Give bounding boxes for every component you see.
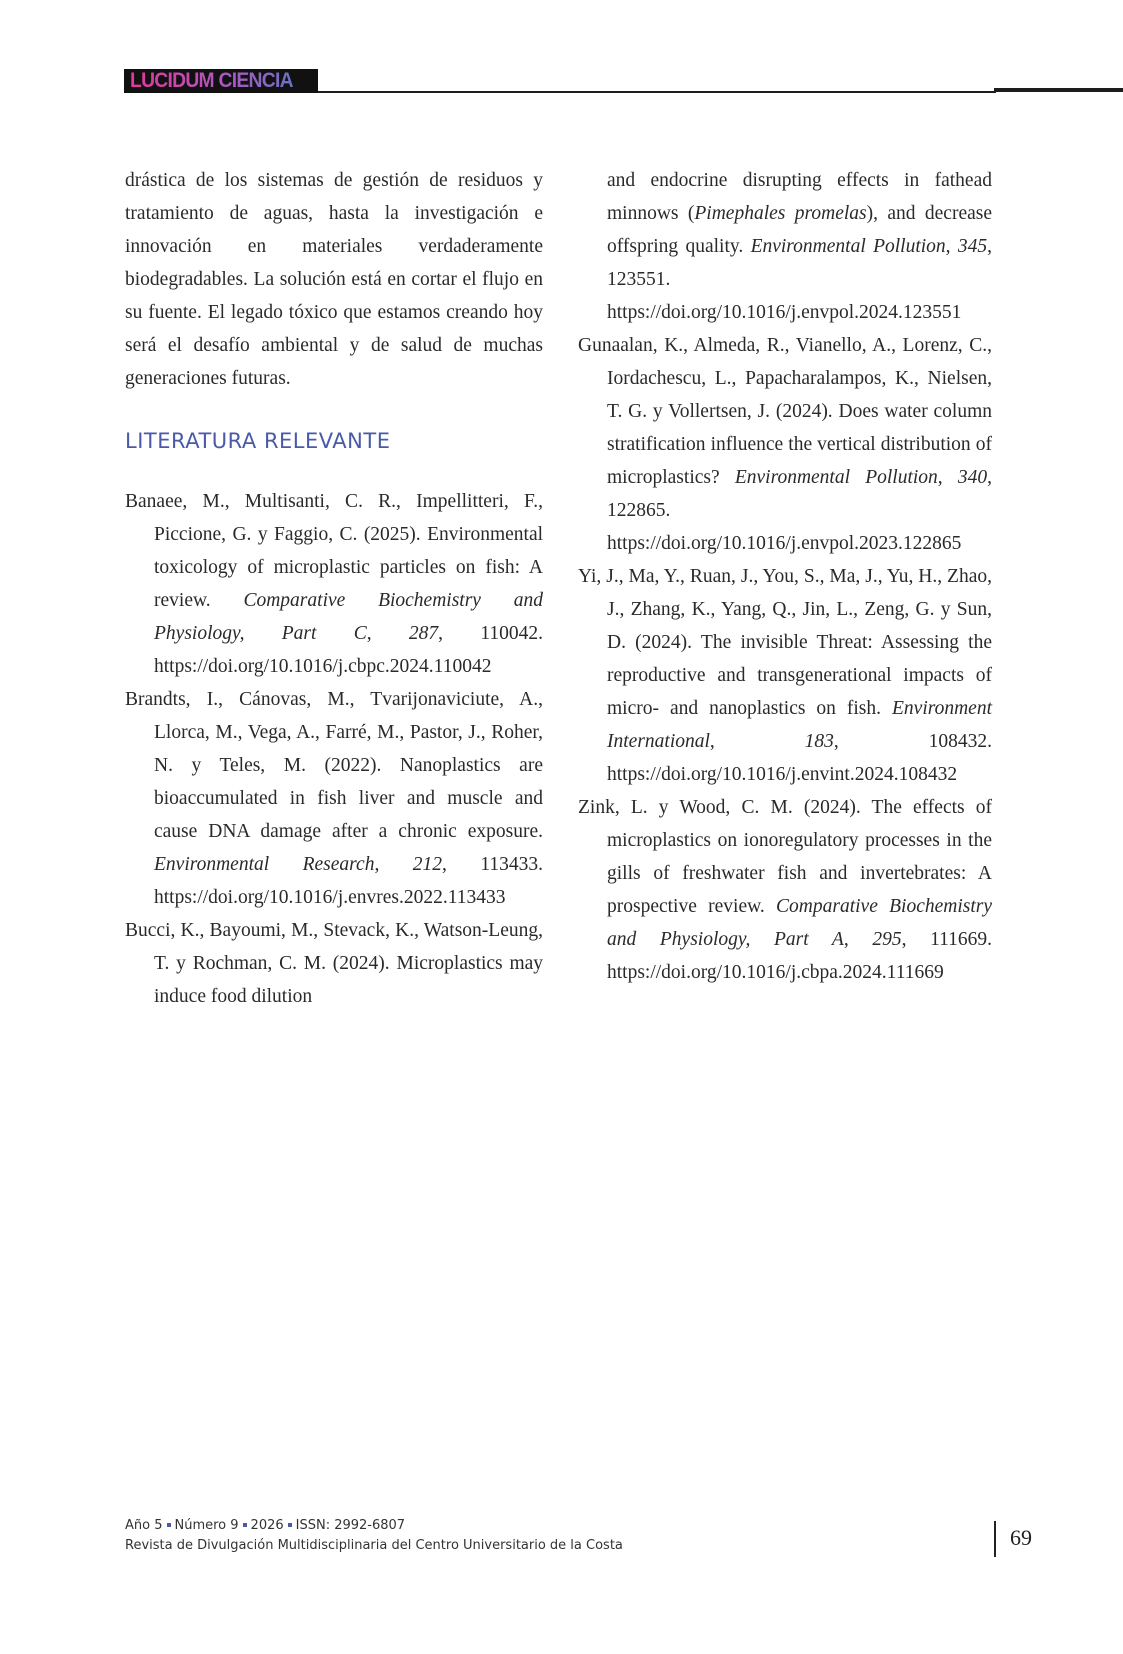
intro-paragraph: drástica de los sistemas de gestión de residuos y tratamiento de aguas, hasta la investigación e innovación en materiales verdaderamente biodegradables. La solución está en cortar el flujo en su fuente. El legado tóxico que estamos creando hoy será el desafío ambiental y de salud de muchas generaciones futuras. [125,170,543,389]
reference-authors: Bucci, K., Bayoumi, M., Stevack, K., Watson-Leung, T. y Rochman, C. M. (2024). [125,920,543,974]
reference-article: 123551. [607,269,671,290]
reference-title: The effects of microplastics on ionoregulatory processes in the gills of freshwater fish and invertebrates: A prospective review. [607,797,992,917]
reference-authors: Gunaalan, K., Almeda, R., Vianello, A., Lorenz, C., Iordachescu, L., Papacharalampos, K., Nielsen, T. G. y Vollertsen, J. (2024). [578,335,992,422]
header-rule [318,91,996,93]
reference-item-continued: and endocrine disrupting effects in fathead minnows (Pimephales promelas), and decrease offspring quality. Environmental Pollution, 345, 123551. https://doi.org/10.1016/j.envpol.2024.123551 [607,170,993,323]
journal-header-badge [124,69,318,93]
reference-title-continued: and endocrine disrupting effects in fathead minnows ( [607,170,992,224]
reference-article: 108432. [928,731,993,752]
reference-article: 110042. [480,623,544,644]
reference-species: Pimephales promelas [694,203,867,224]
right-column [578,164,992,989]
reference-volume: 295 [872,929,902,950]
reference-journal: Environmental Research [154,854,375,875]
reference-journal: Comparative Biochemistry and Physiology, Part C [154,590,544,644]
reference-authors: Zink, L. y Wood, C. M. (2024). [578,797,861,818]
header-accent-bar [994,88,1123,92]
reference-article: 122865. [607,500,671,521]
separator-square-icon [288,1523,292,1527]
reference-title: Environmental toxicology of microplastic particles on fish: A review. [154,524,544,611]
reference-volume: 287 [408,623,439,644]
reference-volume: 345 [957,236,988,257]
reference-title: Nanoplastics are bioaccumulated in fish liver and muscle and cause DNA damage after a chronic exposure. [154,755,543,842]
journal-title: LUCIDUM CIENCIA [130,69,293,92]
reference-item: Yi, J., Ma, Y., Ruan, J., You, S., Ma, J., Yu, H., Zhao, J., Zhang, K., Yang, Q., Jin, L., Zeng, G. y Sun, D. (2024). The invisible Threat: Assessing the reproductive and transgenerational impacts of micro- and nanoplastics on fish. Environment International, 183, 108432. https://doi.org/10.1016/j.envint.2024.108432 [578,566,993,785]
reference-journal: Environmental Pollution [734,467,938,488]
reference-journal: Environmental Pollution [750,236,946,257]
footer-subtitle: Revista de Divulgación Multidisciplinaria del Centro Universitario de la Costa [125,1538,623,1553]
reference-journal: Environment International [607,698,993,752]
reference-item-split [125,914,543,1013]
footer-issue-line [125,1516,623,1536]
page-number: 69 [1010,1525,1032,1550]
reference-volume: 340 [957,467,988,488]
reference-title: The invisible Threat: Assessing the reproductive and transgenerational impacts of micro- and nanoplastics on fish. [607,632,992,719]
reference-item: Zink, L. y Wood, C. M. (2024). The effects of microplastics on ionoregulatory processes in the gills of freshwater fish and invertebrates: A prospective review. Comparative Biochemistry and Physiology, Part A, 295, 111669. https://doi.org/10.1016/j.cbpa.2024.111669 [578,797,993,983]
reference-item: Gunaalan, K., Almeda, R., Vianello, A., Lorenz, C., Iordachescu, L., Papacharalampos, K., Nielsen, T. G. y Vollertsen, J. (2024). Does water column stratification influence the vertical distribution of microplastics? Environmental Pollution, 340, 122865. https://doi.org/10.1016/j.envpol.2023.122865 [578,335,993,554]
reference-doi-link[interactable]: https://doi.org/10.1016/j.cbpa.2024.111669 [607,962,944,983]
reference-doi-link[interactable]: https://doi.org/10.1016/j.envpol.2024.123551 [607,302,962,323]
reference-doi-link[interactable]: https://doi.org/10.1016/j.envres.2022.113433 [154,887,506,908]
footer-year-label: Año 5 [125,1518,163,1533]
reference-title: Does water column stratification influence the vertical distribution of microplastics? [607,401,993,488]
page-footer [125,1516,623,1556]
reference-volume: 212 [412,854,443,875]
separator-square-icon [167,1523,171,1527]
reference-item: Brandts, I., Cánovas, M., Tvarijonaviciute, A., Llorca, M., Vega, A., Farré, M., Pastor, J., Roher, N. y Teles, M. (2022). Nanoplastics are bioaccumulated in fish liver and muscle and cause DNA damage after a chronic exposure. Environmental Research, 212, 113433. https://doi.org/10.1016/j.envres.2022.113433 [125,689,544,908]
reference-authors: Banaee, M., Multisanti, C. R., Impellitteri, F., Piccione, G. y Faggio, C. (2025). [125,491,543,545]
separator-square-icon [243,1523,247,1527]
reference-doi-link[interactable]: https://doi.org/10.1016/j.cbpc.2024.110042 [154,656,492,677]
reference-doi-link[interactable]: https://doi.org/10.1016/j.envpol.2023.122865 [607,533,962,554]
reference-volume: 183 [804,731,834,752]
page-number-divider [994,1521,996,1557]
reference-article: 113433. [480,854,544,875]
reference-title-start: Microplastics may induce food dilution [154,953,544,1007]
reference-journal: Comparative Biochemistry and Physiology, Part A [607,896,993,950]
footer-issue-label: Número 9 [174,1518,239,1533]
left-column [125,164,543,1013]
reference-authors: Yi, J., Ma, Y., Ruan, J., You, S., Ma, J., Yu, H., Zhao, J., Zhang, K., Yang, Q., Jin, L., Zeng, G. y Sun, D. (2024). [578,566,992,653]
section-heading: LITERATURA RELEVANTE [125,429,391,453]
reference-doi-link[interactable]: https://doi.org/10.1016/j.envint.2024.108432 [607,764,958,785]
reference-title-end: ), and decrease offspring quality. [607,203,992,257]
reference-authors: Brandts, I., Cánovas, M., Tvarijonaviciute, A., Llorca, M., Vega, A., Farré, M., Pastor, J., Roher, N. y Teles, M. (2022). [125,689,543,776]
footer-year: 2026 [250,1518,284,1533]
reference-article: 111669. [930,929,993,950]
footer-issn: ISSN: 2992-6807 [295,1518,406,1533]
reference-item: Banaee, M., Multisanti, C. R., Impellitteri, F., Piccione, G. y Faggio, C. (2025). Environmental toxicology of microplastic particles on fish: A review. Comparative Biochemistry and Physiology, Part C, 287, 110042. https://doi.org/10.1016/j.cbpc.2024.110042 [125,491,544,677]
